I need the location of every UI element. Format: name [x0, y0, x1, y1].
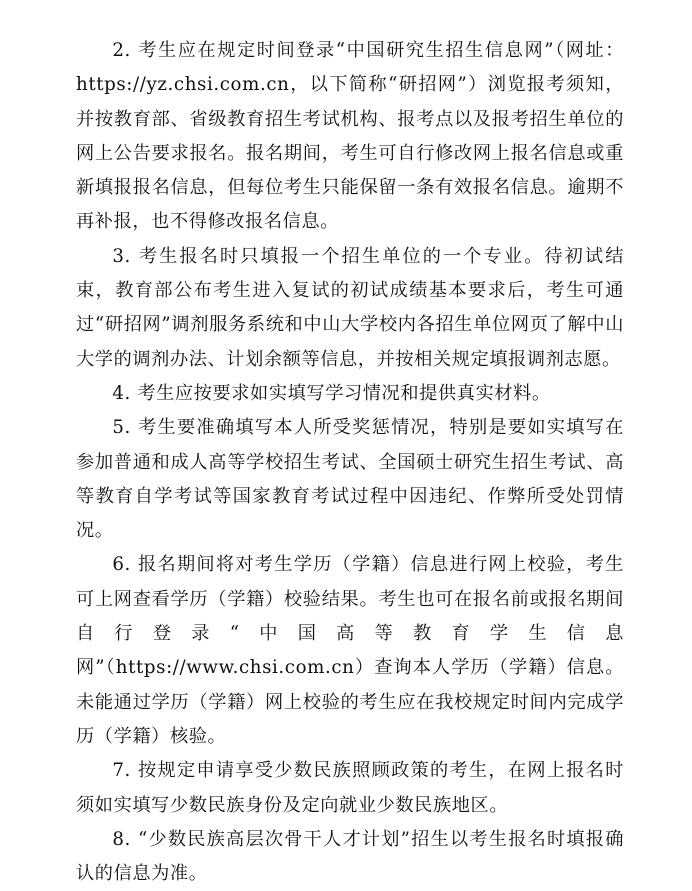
- paragraph-item-6: 6. 报名期间将对考生学历（学籍）信息进行网上校验，考生可上网查看学历（学籍）校验结果。考生也可在报名前或报名期间自行登录“中国高等教育学生信息网”（https://www.chsi.com.cn）查询本人学历（学籍）信息。未能通过学历（学籍）网上校验的考生应在我校规定时间内完成学历（学籍）核验。: [76, 554, 624, 747]
- document-body: [76, 34, 624, 891]
- paragraph-item-4: 4. 考生应按要求如实填写学习情况和提供真实材料。: [112, 382, 551, 404]
- paragraph-item-3: 3. 考生报名时只填报一个招生单位的一个专业。待初试结束，教育部公布考生进入复试的初试成绩基本要求后，考生可通过“研招网”调剂服务系统和中山大学校内各招生单位网页了解中山大学的调剂办法、计划余额等信息，并按相关规定填报调剂志愿。: [76, 245, 624, 370]
- paragraph-item-2: 2. 考生应在规定时间登录“中国研究生招生信息网”（网址：https://yz.chsi.com.cn，以下简称“研招网”）浏览报考须知，并按教育部、省级教育招生考试机构、报考点以及报考招生单位的网上公告要求报名。报名期间，考生可自行修改网上报名信息或重新填报报名信息，但每位考生只能保留一条有效报名信息。逾期不再补报，也不得修改报名信息。: [76, 40, 624, 233]
- paragraph-item-5: 5. 考生要准确填写本人所受奖惩情况，特别是要如实填写在参加普通和成人高等学校招生考试、全国硕士研究生招生考试、高等教育自学考试等国家教育考试过程中因违纪、作弊所受处罚情况。: [76, 417, 624, 542]
- paragraph-item-7: 7. 按规定申请享受少数民族照顾政策的考生，在网上报名时须如实填写少数民族身份及定向就业少数民族地区。: [76, 760, 624, 816]
- paragraph-item-8: 8. “少数民族高层次骨干人才计划”招生以考生报名时填报确认的信息为准。: [76, 828, 624, 885]
